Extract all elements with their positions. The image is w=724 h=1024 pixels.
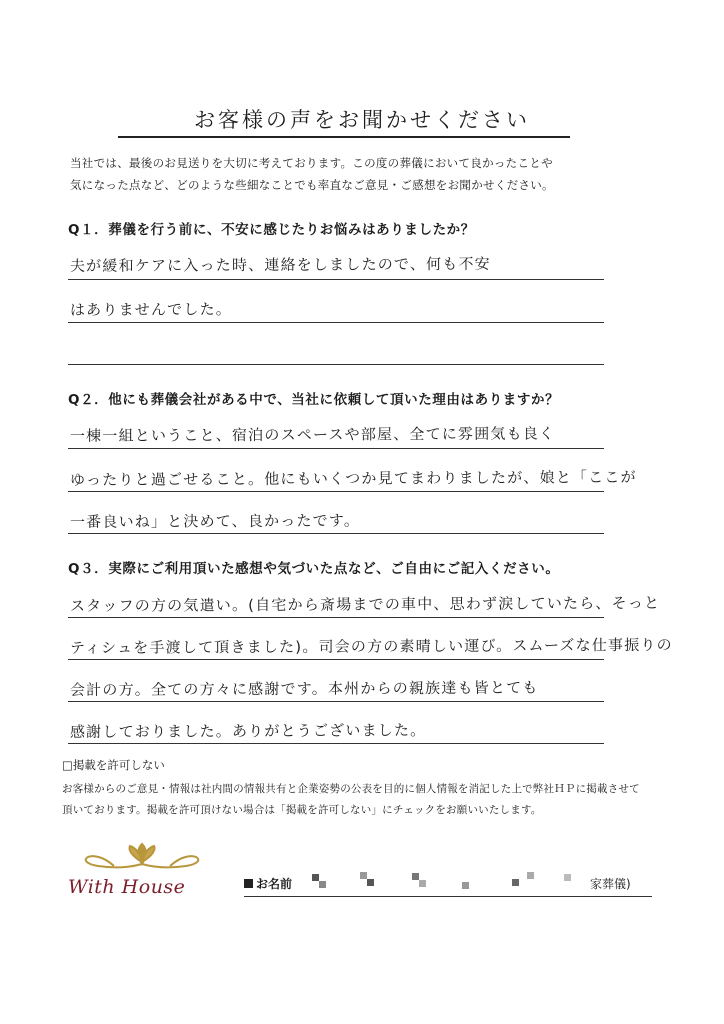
mosaic-block	[564, 874, 571, 881]
privacy-notice-line-2: 頂いております。掲載を許可頂けない場合は「掲載を許可しない」にチェックをお願いいたします。	[62, 804, 542, 816]
question-1: Q１．葬儀を行う前に、不安に感じたりお悩みはありましたか？	[68, 222, 475, 238]
mosaic-block	[367, 879, 374, 886]
mosaic-block	[319, 881, 326, 888]
q3-answer-rule-3	[68, 701, 604, 702]
q3-answer-rule-2	[68, 659, 604, 660]
privacy-notice	[62, 779, 662, 821]
question-3: Q３．実際にご利用頂いた感想や気づいた点など、ご自由にご記入ください。	[68, 561, 560, 577]
name-label-text: お名前	[256, 877, 293, 891]
mosaic-block	[462, 882, 469, 889]
intro-line-1: 当社では、最後のお見送りを大切に考えております。この度の葬儀において良かったことや	[70, 156, 553, 170]
q2-answer-rule-1	[68, 448, 604, 449]
name-underline	[244, 896, 652, 897]
title-underline	[118, 136, 570, 138]
q2-answer-line-1: 一棟一組ということ、宿泊のスペースや部屋、全てに雰囲気も良く	[69, 424, 556, 445]
mosaic-block	[360, 872, 367, 879]
name-label	[244, 875, 292, 892]
q2-answer-line-2: ゆったりと過ごせること。他にもいくつか見てまわりましたが、娘と「ここが	[69, 468, 637, 489]
mosaic-block	[512, 879, 519, 886]
intro-line-2: 気になった点など、どのような些細なことでも率直なご意見・ご感想をお聞かせください。	[70, 178, 554, 192]
q1-answer-rule-1	[68, 279, 604, 280]
q3-answer-line-1: スタッフの方の気遣い。(自宅から斎場までの車中、思わず涙していたら、そっと	[69, 593, 661, 615]
q3-answer-line-2: ティシュを手渡して頂きました)。司会の方の素晴しい運び。スムーズな仕事振りの	[69, 635, 673, 657]
q3-answer-line-4: 感謝しておりました。ありがとうございました。	[69, 721, 427, 741]
mosaic-block	[412, 873, 419, 880]
page-title: お客様の声をお聞かせください	[194, 108, 530, 132]
mosaic-block	[312, 874, 319, 881]
with-house-logo	[62, 840, 222, 902]
q1-answer-line-2: はありませんでした。	[69, 300, 233, 319]
q3-answer-rule-4	[68, 743, 604, 744]
q3-answer-rule-1	[68, 617, 604, 618]
family-suffix: 家葬儀)	[590, 877, 631, 891]
consent-checkbox[interactable]: □掲載を許可しない	[62, 758, 165, 772]
q1-answer-rule-2	[68, 322, 604, 323]
question-2: Q２．他にも葬儀会社がある中で、当社に依頼して頂いた理由はありますか？	[68, 392, 560, 408]
privacy-notice-line-1: お客様からのご意見・情報は社内間の情報共有と企業姿勢の公表を目的に個人情報を消記した上で弊社ＨＰに掲載させて	[62, 783, 640, 795]
q1-answer-rule-3	[68, 364, 604, 365]
mosaic-block	[527, 872, 534, 879]
logo-text: With House	[68, 876, 186, 898]
q2-answer-rule-3	[68, 533, 604, 534]
redacted-name	[312, 870, 577, 892]
q1-answer-line-1: 夫が緩和ケアに入った時、連絡をしましたので、何も不安	[69, 254, 491, 275]
q2-answer-line-3: 一番良いね」と決めて、良かったです。	[69, 511, 361, 531]
mosaic-block	[419, 880, 426, 887]
q3-answer-line-3: 会計の方。全ての方々に感謝です。本州からの親族達も皆とても	[69, 678, 539, 699]
intro-text	[70, 152, 670, 196]
q2-answer-rule-2	[68, 491, 604, 492]
